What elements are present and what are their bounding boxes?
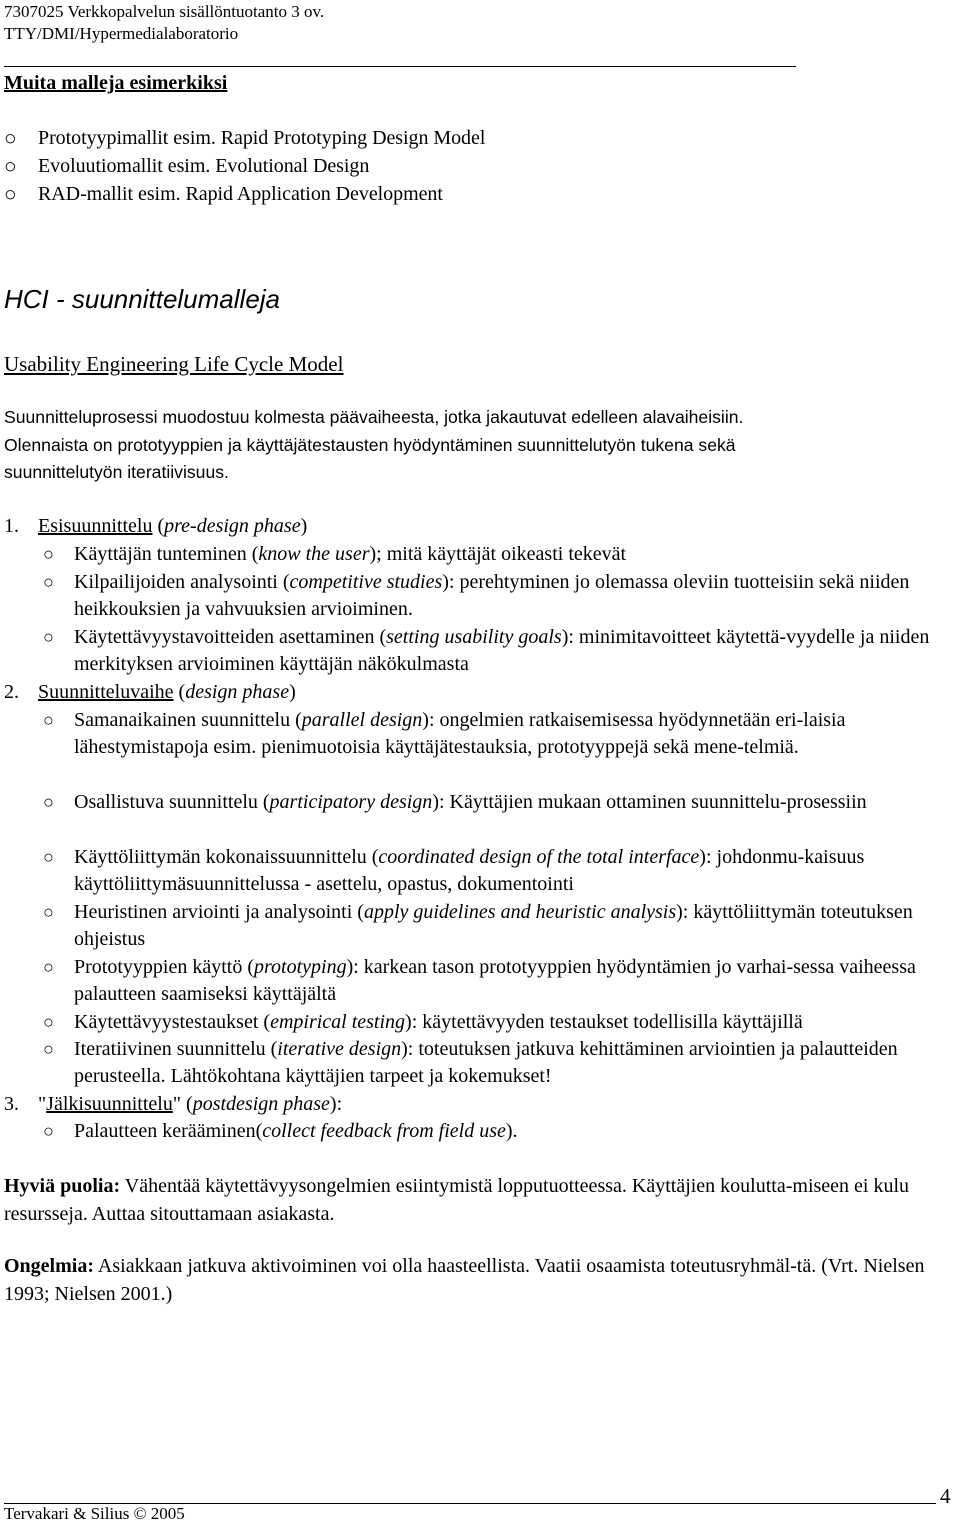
phase-number: 1. xyxy=(4,515,19,537)
phase1-item: Käyttäjän tunteminen (know the user); mitä käyttäjät oikeasti tekevät xyxy=(74,543,627,565)
pros-paragraph xyxy=(4,1172,954,1228)
phase2-item: Osallistuva suunnittelu (participatory design): Käyttäjien mukaan ottaminen suunnittelu-prosessiin xyxy=(74,791,867,813)
phase2-item: Samanaikainen suunnittelu (parallel design): ongelmien ratkaisemisessa hyödynnetään eri-laisia lähestymistapoja esim. pienimuotoisia käyttäjätestauksia, prototyyppejä sekä mene-telmiä. xyxy=(74,709,846,759)
bullet-circle-icon: ○ xyxy=(4,154,17,178)
bullet-circle-icon: ○ xyxy=(4,126,17,150)
bullet-circle-icon: ○ xyxy=(43,957,54,977)
intro-line: Olennaista on prototyyppien ja käyttäjätestausten hyödyntäminen suunnittelutyön tukena sekä xyxy=(4,434,736,455)
phase2-item: Iteratiivinen suunnittelu (iterative design): toteutuksen jatkuva kehittäminen arviointien ja palautteiden perusteella. Lähtökohtana käyttäjien tarpeet ja kokemukset! xyxy=(74,1038,898,1088)
phase-title-3: "Jälkisuunnittelu" (postdesign phase): xyxy=(38,1093,343,1115)
header-course-title: 7307025 Verkkopalvelun sisällöntuotanto 3 ov. xyxy=(4,2,325,21)
phase-name: Esisuunnittelu xyxy=(38,515,153,537)
bullet-circle-icon: ○ xyxy=(43,847,54,867)
phase-title-2: Suunnitteluvaihe (design phase) xyxy=(38,681,296,703)
phase2-item: Heuristinen arviointi ja analysointi (apply guidelines and heuristic analysis): käyttöliittymän toteutuksen ohjeistus xyxy=(74,901,913,951)
phase-title-1: Esisuunnittelu (pre-design phase) xyxy=(38,515,308,537)
phase-en: design phase xyxy=(185,681,290,703)
section-title-other-models xyxy=(4,70,227,96)
list-item xyxy=(4,180,904,208)
bullet-circle-icon: ○ xyxy=(43,792,54,812)
bullet-circle-icon: ○ xyxy=(43,1121,54,1141)
cons-paragraph xyxy=(4,1252,954,1308)
phase2-item: Prototyyppien käyttö (prototyping): karkean tason prototyyppien hyödyntämien jo varhai-sessa vaiheessa palautteen saamiseksi käyttäjältä xyxy=(74,956,916,1006)
cons-text: Asiakkaan jatkuva aktivoiminen voi olla haasteellista. Vaatii osaamista toteutusryhmäl-tä. (Vrt. Nielsen 1993; Nielsen 2001.) xyxy=(4,1255,925,1305)
cons-label: Ongelmia: xyxy=(4,1255,94,1277)
page-number: 4 xyxy=(940,1484,951,1508)
subheading-text: Usability Engineering Life Cycle Model xyxy=(4,352,344,376)
section-heading-hci: HCI - suunnittelumalleja xyxy=(4,284,281,314)
phase1-item: Kilpailijoiden analysointi (competitive studies): perehtyminen jo olemassa oleviin tuotteisiin sekä niiden heikkouksien ja vahvuuksien arvioiminen. xyxy=(74,571,910,621)
model-list xyxy=(4,124,904,208)
bullet-circle-icon: ○ xyxy=(4,182,17,206)
bullet-circle-icon: ○ xyxy=(43,902,54,922)
intro-paragraph xyxy=(4,404,954,487)
pros-text: Vähentää käytettävyysongelmien esiintymistä lopputuotteessa. Käyttäjien koulutta-miseen ei kulu resursseja. Auttaa sitouttamaan asiakasta. xyxy=(4,1175,910,1225)
footer-authors: Tervakari & Silius © 2005 xyxy=(4,1504,185,1523)
list-item-text: Prototyypimallit esim. Rapid Prototyping Design Model xyxy=(38,127,486,149)
list-item xyxy=(4,124,904,152)
header-department: TTY/DMI/Hypermedialaboratorio xyxy=(4,24,239,43)
phase1-item: Käytettävyystavoitteiden asettaminen (setting usability goals): minimitavoitteet käytettä-vyydelle ja niiden merkityksen arvioiminen käyttäjän näkökulmasta xyxy=(74,626,930,676)
bullet-circle-icon: ○ xyxy=(43,572,54,592)
bullet-circle-icon: ○ xyxy=(43,710,54,730)
bullet-circle-icon: ○ xyxy=(43,1039,54,1059)
phase2-item: Käytettävyystestaukset (empirical testing): käytettävyyden testaukset todellisilla käyttäjillä xyxy=(74,1011,803,1033)
phase2-item: Käyttöliittymän kokonaissuunnittelu (coordinated design of the total interface): johdonmu-kaisuus käyttöliittymäsuunnittelussa - asettelu, opastus, dokumentointi xyxy=(74,846,865,896)
subheading-usability xyxy=(4,350,343,378)
intro-line: Suunnitteluprosessi muodostuu kolmesta päävaiheesta, jotka jakautuvat edelleen alavaiheisiin. xyxy=(4,407,744,427)
intro-line: suunnittelutyön iteratiivisuus. xyxy=(4,462,229,483)
header-divider xyxy=(4,66,796,67)
phase-number: 3. xyxy=(4,1093,19,1115)
pros-label: Hyviä puolia: xyxy=(4,1175,121,1197)
phase-en: postdesign phase xyxy=(192,1093,330,1115)
list-item-text: RAD-mallit esim. Rapid Application Development xyxy=(38,183,443,205)
list-item-text: Evoluutiomallit esim. Evolutional Design xyxy=(38,155,370,177)
bullet-circle-icon: ○ xyxy=(43,1012,54,1032)
list-item xyxy=(4,152,904,180)
phase-en: pre-design phase xyxy=(164,515,301,537)
section-title-text: Muita malleja esimerkiksi xyxy=(4,72,228,94)
phase-name: Suunnitteluvaihe xyxy=(38,681,174,703)
phase-name: Jälkisuunnittelu xyxy=(46,1093,173,1115)
bullet-circle-icon: ○ xyxy=(43,627,54,647)
phase-number: 2. xyxy=(4,681,19,703)
bullet-circle-icon: ○ xyxy=(43,544,54,564)
phase3-item: Palautteen kerääminen(collect feedback from field use). xyxy=(74,1120,518,1142)
